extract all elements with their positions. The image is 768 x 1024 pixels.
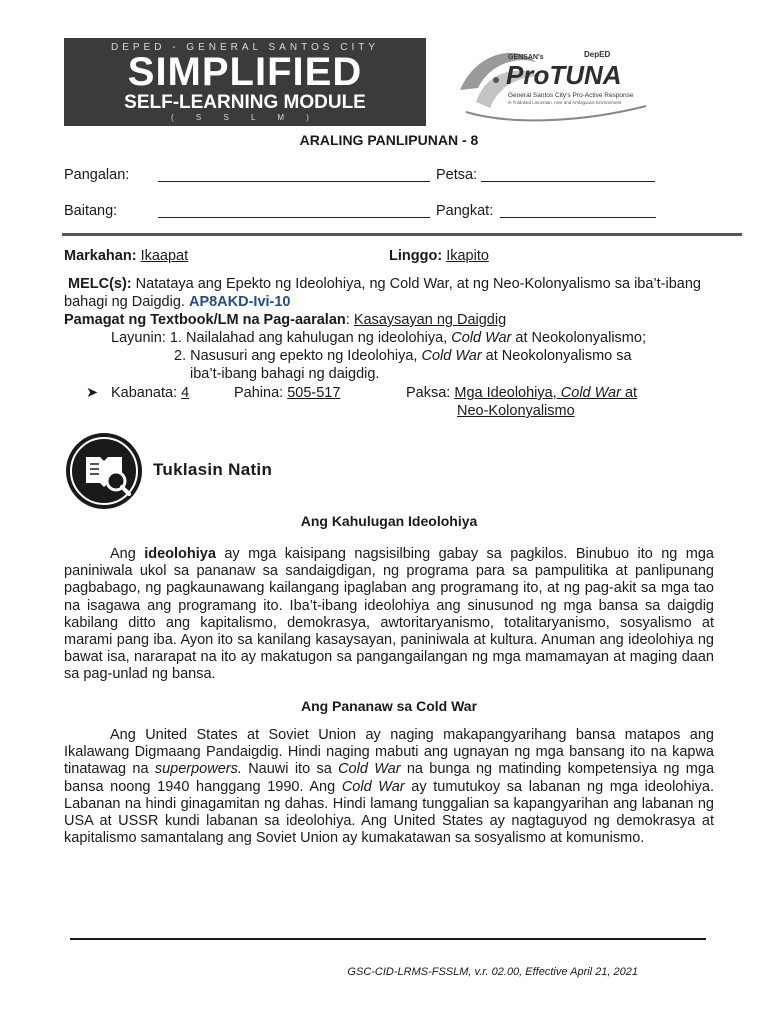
arrow-bullet-icon: ➤ (86, 385, 99, 401)
section-line[interactable] (500, 217, 656, 218)
paragraph-cold-war (64, 727, 714, 847)
week-value: Ikapito (446, 248, 489, 264)
melc-text: Natataya ang Epekto ng Ideolohiya, ng Cold War, at ng Neo-Kolonyalismo sa iba’t-ibang bahagi ng Daigdig. (64, 276, 701, 310)
para2-text-g: ay tumutukoy sa labanan ng mga ideolohiya. Labanan na hindi ginagamitan ng dahas. Hindi lamang tunggalian sa kapangyarihan ang labanan ng USA at USSR kundi labanan sa ideolohiya. Ang United States ay nagtaguyod ng demokrasya at kapitalismo samantalang ang Soviet Union ay kumakatawan sa sosyalismo at komunismo. (64, 778, 714, 847)
para1-text-c: ay mga kaisipang nagsisilbing gabay sa pagkilos. Binubuo ito ng mga paniniwala ukol sa pananaw sa sandaigdigan, ng programa para sa pampulitika at panlipunang pagbabago, ng pagkaunawang kailangang ipaglaban ang programang ito, at ng pag-akit sa mga tao na isagawa ang programang ito. Iba’t-ibang ideolohiya ang sinusunod ng mga bansa sa daigdig kabilang ditto ang kapitalismo, demokrasya, awtoritaryanismo, totalitaryanismo, sosyalismo at marami pang iba. Ayon ito sa kanilang kasaysayan, paniniwala at kultura. Anuman ang ideolohiya ng bawat isa, nararapat na ito ay makatugon sa pangangailangan ng mga mamamayan at maging daan sa pag-unlad ng bansa. (64, 546, 714, 683)
objective-2-text-b: Cold War (421, 348, 482, 364)
objective-2-text-a: 2. Nasusuri ang epekto ng Ideolohiya, (174, 348, 422, 364)
sslm-banner (64, 38, 426, 126)
name-line[interactable] (158, 181, 430, 182)
objective-1-text-c: at Neokolonyalismo; (511, 330, 646, 346)
chapter-value: 4 (181, 385, 190, 401)
objective-2-cont: iba’t-ibang bahagi ng daigdig. (190, 366, 380, 382)
section-title: Tuklasin Natin (153, 460, 273, 479)
objective-2-text-c: at Neokolonyalismo sa (481, 348, 632, 364)
footer-rule (70, 938, 706, 940)
protuna-logo (456, 42, 652, 128)
banner-acronym: ( S S L M ) (171, 113, 319, 122)
topic-cont: Neo-Kolonyalismo (457, 403, 575, 419)
para2-text-b: superpowers. (154, 761, 242, 778)
page-label: Pahina: (234, 385, 284, 401)
date-line[interactable] (481, 181, 655, 182)
header-rule (62, 233, 742, 236)
week-label: Linggo: (389, 248, 443, 264)
topic-text-c: at (620, 385, 638, 401)
objective-1-text-b: Cold War (451, 330, 512, 346)
para2-text-c: Nauwi ito sa (241, 761, 339, 778)
objective-2 (174, 347, 632, 365)
para2-text-f: Cold War (341, 778, 405, 795)
topic-text-a: Mga Ideolohiya, (454, 385, 561, 401)
objective-1-text-a: 1. Nailalahad ang kahulugan ng ideolohiya, (169, 330, 452, 346)
date-label: Petsa: (436, 167, 478, 183)
para2-text-d: Cold War (338, 761, 401, 778)
quarter-row (64, 247, 188, 265)
objective-1 (111, 329, 646, 347)
logo-tagline-2: in Tuldoked Lincertian, Hee and Ambiguous Environment (508, 100, 622, 105)
banner-top-text: DEPED - GENERAL SANTOS CITY (110, 42, 380, 53)
chapter-row (111, 384, 189, 402)
logo-brand: ProTUNA (506, 60, 622, 90)
melc-code: AP8AKD-Ivi-10 (188, 294, 291, 310)
chapter-label: Kabanata: (111, 385, 178, 401)
textbook-row: Pamagat ng Textbook/LM na Pag-aaralan: Kasaysayan ng Daigdig (64, 312, 507, 328)
footer-text: GSC-CID-LRMS-FSSLM, v.r. 02.00, Effective April 21, 2021 (347, 966, 638, 978)
logo-deped: DepED (584, 50, 611, 59)
banner-subtitle: SELF-LEARNING MODULE (124, 92, 366, 113)
textbook-label: Pamagat ng Textbook/LM na Pag-aaralan (64, 312, 346, 328)
page-row (234, 384, 340, 402)
para1-text-a: Ang (110, 546, 145, 562)
name-label: Pangalan: (64, 167, 130, 183)
objectives-label: Layunin: (111, 330, 166, 346)
textbook-value: Kasaysayan ng Daigdig (353, 312, 507, 328)
grade-line[interactable] (158, 217, 430, 218)
melc-label: MELC(s): (68, 276, 132, 292)
week-row (389, 247, 489, 265)
para2-text-e: na bunga ng matinding kompetensiya ng mga bansa noong 1940 hanggang 1990. Ang (64, 761, 715, 795)
para1-text-b: ideolohiya (144, 546, 216, 562)
subject-title: ARALING PANLIPUNAN - 8 (299, 132, 479, 148)
page-value: 505-517 (287, 385, 341, 401)
paragraph-ideolohiya (64, 546, 714, 684)
grade-label: Baitang: (64, 203, 118, 219)
melc-block (64, 275, 714, 311)
section-label: Pangkat: (436, 203, 494, 219)
banner-title: SIMPLIFIED (127, 50, 363, 94)
book-search-icon (64, 431, 144, 511)
heading-ideolohiya: Ang Kahulugan Ideolohiya (300, 513, 478, 529)
quarter-label: Markahan: (64, 248, 137, 264)
logo-brand-small: GENSAN's (508, 54, 544, 61)
logo-tagline-1: General Santos City's Pro-Active Response (508, 92, 634, 99)
heading-cold-war: Ang Pananaw sa Cold War (300, 698, 478, 714)
topic-text-b: Cold War (560, 385, 621, 401)
quarter-value: Ikaapat (140, 248, 189, 264)
topic-label: Paksa: (406, 385, 451, 401)
topic-row (406, 384, 637, 402)
para2-text-a: Ang United States at Soviet Union ay naging makapangyarihang bansa matapos ang Ikalawang Digmaang Pandaigdig. Hindi naging mabuti ang ugnayan ng mga bansang ito na kapwa tinatawag na (64, 727, 714, 778)
